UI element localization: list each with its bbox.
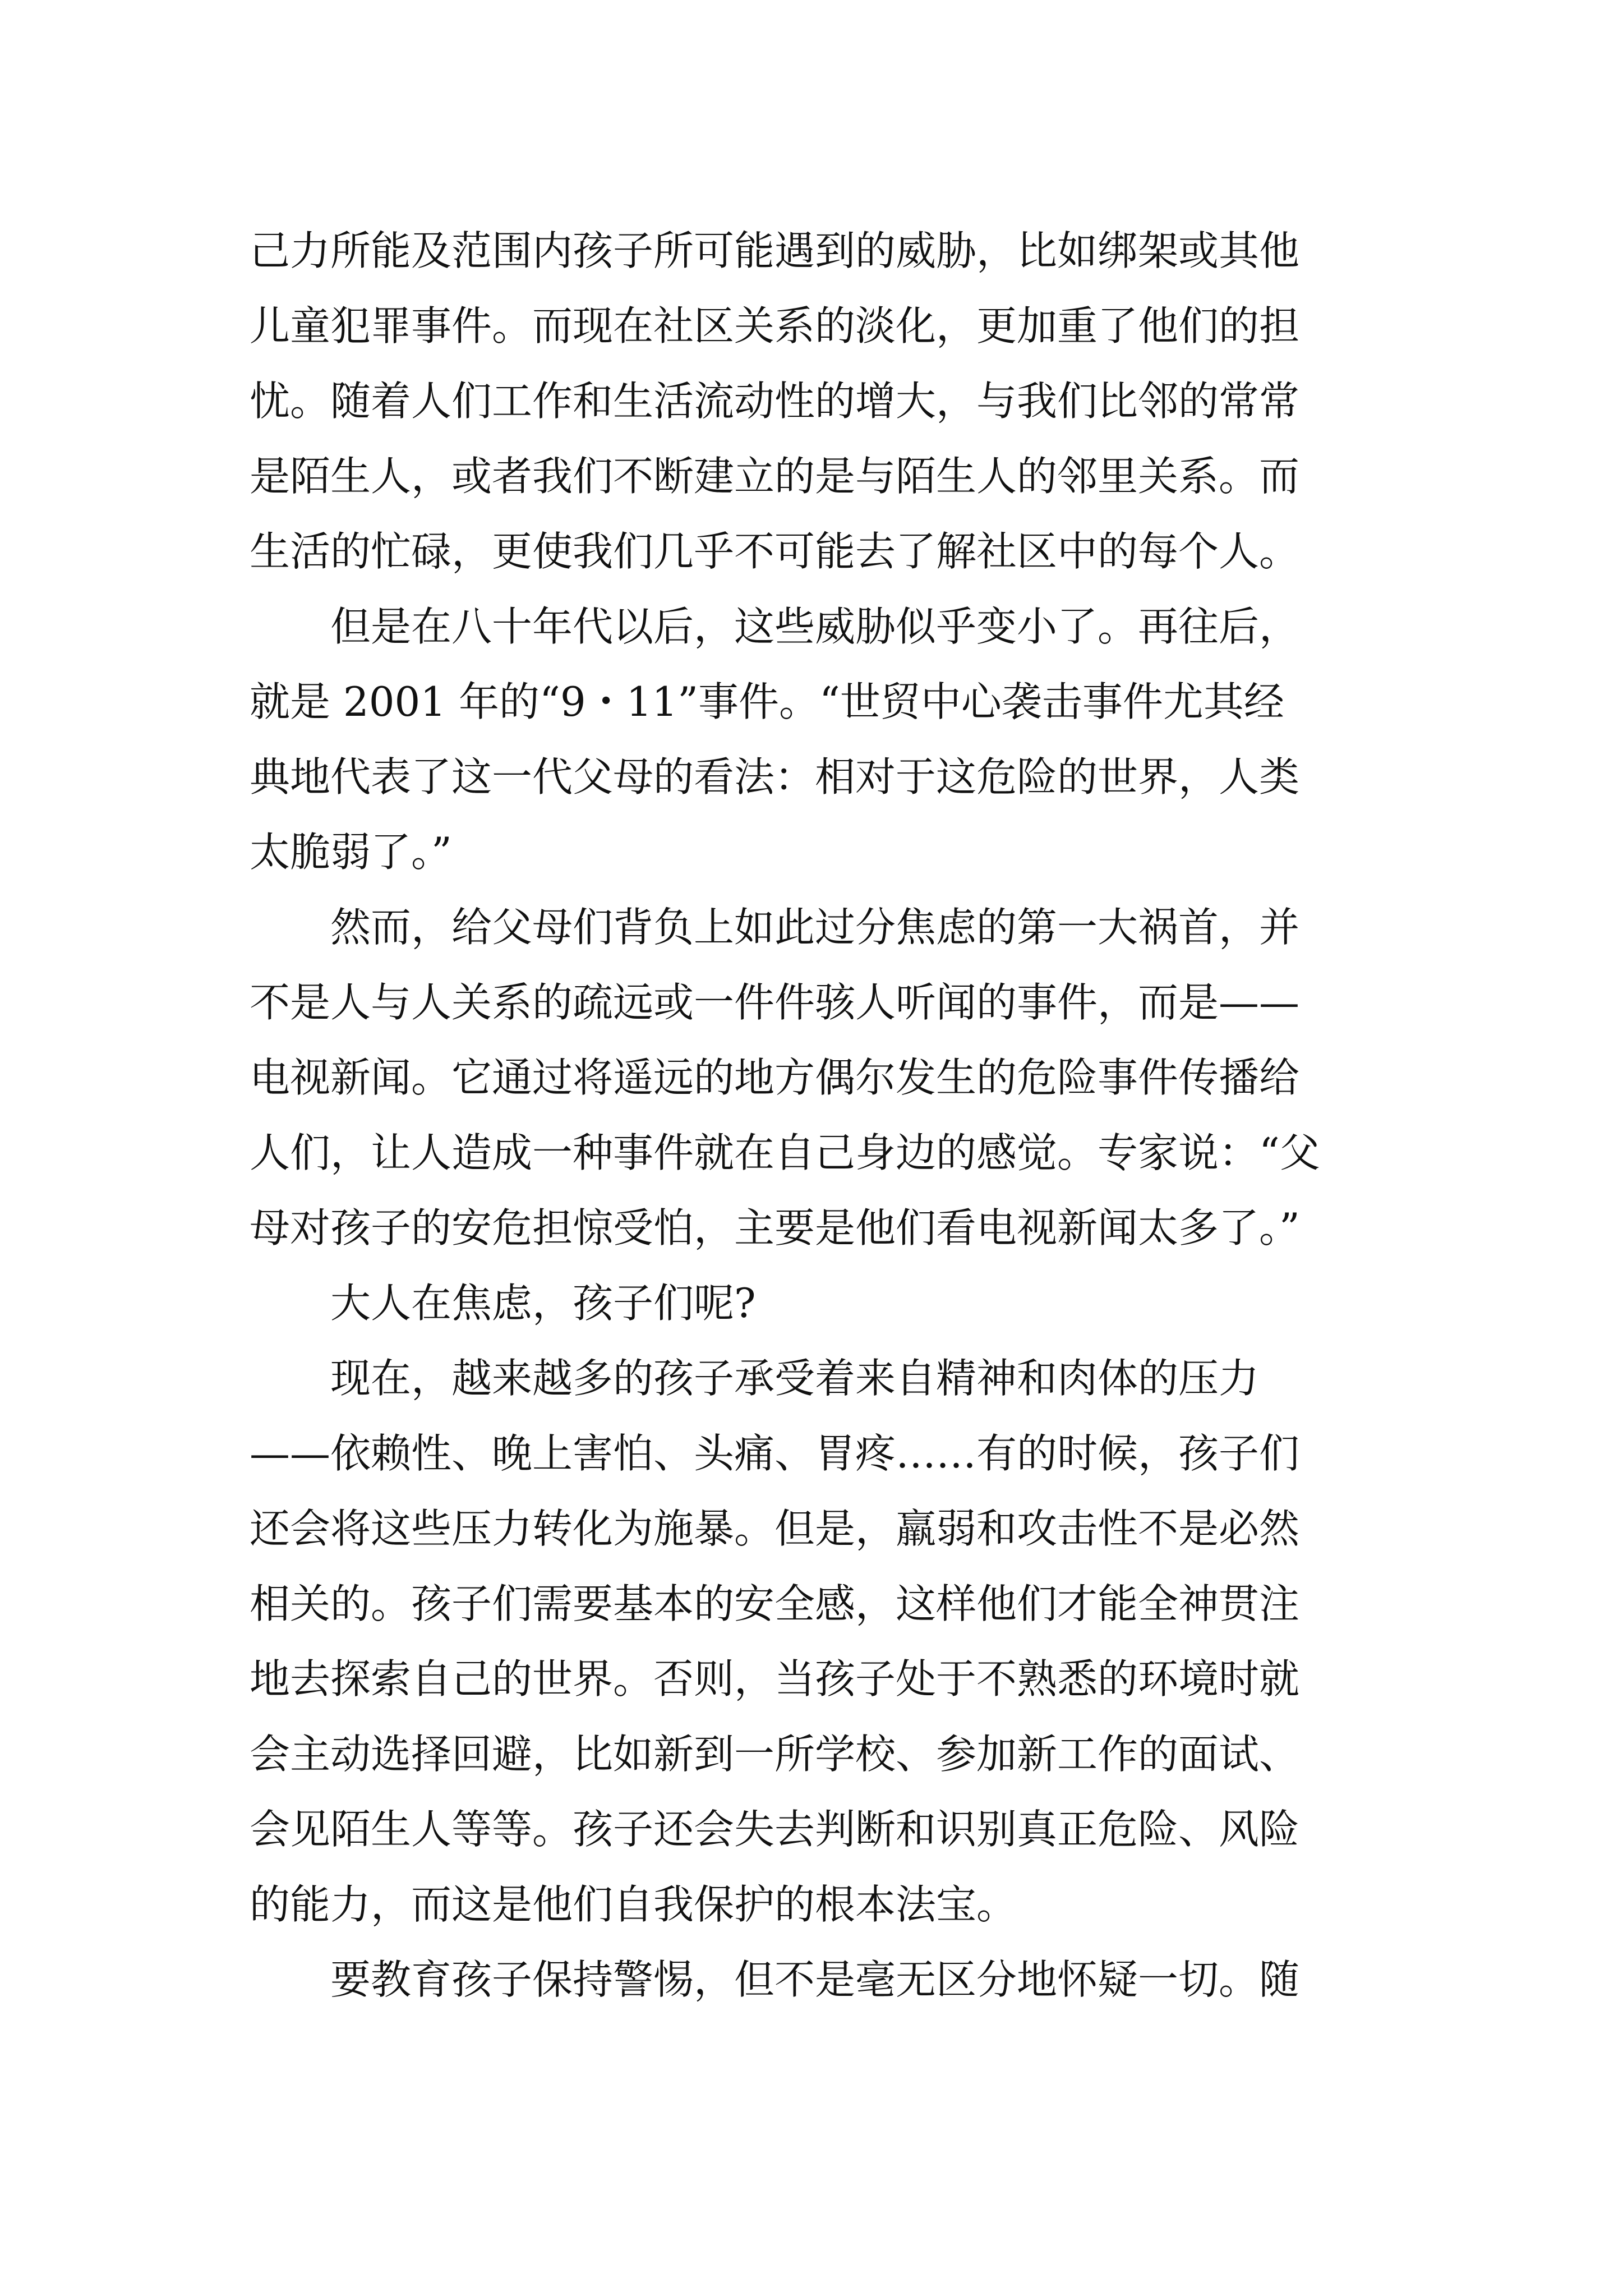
text-line: 就是 2001 年的“9・11”事件。“世贸中心袭击事件尤其经 <box>250 678 1284 725</box>
text-line: 电视新闻。它通过将遥远的地方偶尔发生的危险事件传播给 <box>250 1054 1300 1101</box>
paragraph-4 <box>250 1266 1388 1341</box>
text-line: 的能力，而这是他们自我保护的根本法宝。 <box>250 1881 1017 1928</box>
text-line: 不是人与人关系的疏远或一件件骇人听闻的事件，而是—— <box>250 979 1300 1026</box>
text-line: 母对孩子的安危担惊受怕，主要是他们看电视新闻太多了。” <box>250 1204 1300 1251</box>
text-line: 会主动选择回避，比如新到一所学校、参加新工作的面试、 <box>250 1731 1300 1778</box>
text-line: 相关的。孩子们需要基本的安全感，这样他们才能全神贯注 <box>250 1580 1300 1627</box>
paragraph-5 <box>250 1341 1388 1942</box>
text-line: 然而，给父母们背负上如此过分焦虑的第一大祸首，并 <box>330 904 1300 951</box>
paragraph-1 <box>250 213 1388 589</box>
text-line: 生活的忙碌，更使我们几乎不可能去了解社区中的每个人。 <box>250 528 1300 575</box>
text-line: 还会将这些压力转化为施暴。但是，羸弱和攻击性不是必然 <box>250 1505 1300 1552</box>
text-line: 太脆弱了。” <box>250 829 452 876</box>
paragraph-3 <box>250 890 1388 1266</box>
text-line: ——依赖性、晚上害怕、头痛、胃疼……有的时候，孩子们 <box>250 1430 1300 1477</box>
text-line: 是陌生人，或者我们不断建立的是与陌生人的邻里关系。而 <box>250 453 1300 500</box>
text-line: 人们，让人造成一种事件就在自己身边的感觉。专家说：“父 <box>250 1129 1320 1176</box>
text-line: 会见陌生人等等。孩子还会失去判断和识别真正危险、风险 <box>250 1806 1300 1853</box>
text-line: 要教育孩子保持警惕，但不是毫无区分地怀疑一切。随 <box>330 1956 1300 2003</box>
text-line: 己力所能及范围内孩子所可能遇到的威胁，比如绑架或其他 <box>250 227 1300 274</box>
text-line: 现在，越来越多的孩子承受着来自精神和肉体的压力 <box>330 1355 1260 1402</box>
text-line: 儿童犯罪事件。而现在社区关系的淡化，更加重了他们的担 <box>250 302 1300 349</box>
body-text <box>250 213 1388 2017</box>
text-line: 忧。随着人们工作和生活流动性的增大，与我们比邻的常常 <box>250 378 1300 425</box>
text-line: 典地代表了这一代父母的看法：相对于这危险的世界，人类 <box>250 753 1300 800</box>
text-line: 但是在八十年代以后，这些威胁似乎变小了。再往后， <box>330 603 1300 650</box>
text-line: 大人在焦虑，孩子们呢? <box>330 1280 756 1327</box>
paragraph-2 <box>250 589 1388 890</box>
paragraph-6 <box>250 1942 1388 2017</box>
text-line: 地去探索自己的世界。否则，当孩子处于不熟悉的环境时就 <box>250 1655 1300 1703</box>
